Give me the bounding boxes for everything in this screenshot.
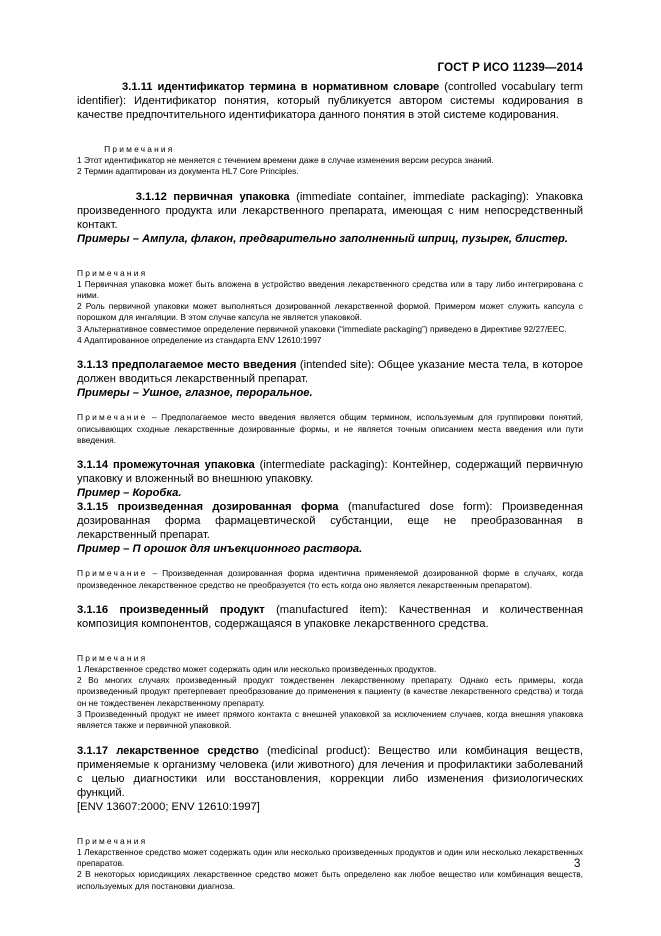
note-item: 3 Произведенный продукт не имеет прямого контакта с внешней упаковкой за исключением случаев, когда внешняя упаковка является также и первичной упаковкой.: [77, 709, 583, 731]
term-definition: (immediate container, immediate packaging): Упаковка произведенного продукта или лекарственного препарата, имеющая с ним непосредственный контакт.: [77, 190, 583, 231]
note-single: [77, 568, 583, 591]
term-3-1-13: [77, 358, 583, 386]
notes-title: Примечания: [77, 835, 148, 846]
term-number: 3.1.16: [77, 603, 109, 616]
term-3-1-17: [77, 744, 583, 800]
term-name: произведенная дозированная форма: [117, 501, 339, 514]
term-number: 3.1.12: [135, 190, 167, 203]
note-label: Примечание: [77, 568, 148, 579]
term-number: 3.1.14: [77, 459, 109, 472]
term-examples: Пример – Коробка.: [77, 487, 182, 500]
term-definition: (manufactured dose form): Произведенная дозированная форма фармацевтической субстанции, еще не преобразованная в лекарственный препарат.: [77, 501, 583, 542]
note-text: – Произведенная дозированная форма идентична применяемой дозированной форме в случаях, когда произведенное лекарственное средство не преобразуется (то есть когда оно является лекарственным препаратом).: [77, 568, 583, 590]
term-definition: (medicinal product): Вещество или комбинация веществ, применяемые к организму человека (или животного) для лечения и профилактики заболеваний с целью диагностики или восстановления, коррекции либо изменения физиологических функций.: [77, 744, 583, 799]
note-text: – Предполагаемое место введения является общим термином, используемым для группировки понятий, описывающих сходные лекарственные дозированные формы, и не является точным описанием места введения или пути введения.: [77, 412, 583, 445]
term-3-1-11: [77, 80, 583, 122]
note-item: 1 Этот идентификатор не меняется с течением времени даже в случае изменения версии ресурса знаний.: [77, 155, 494, 165]
term-3-1-14: [77, 458, 583, 486]
page-number: 3: [574, 858, 581, 870]
term-definition: (manufactured item): Качественная и количественная композиция компонентов, содержащаяся в упаковке лекарственного средства.: [77, 603, 583, 630]
term-number: 3.1.11: [121, 81, 153, 93]
term-3-1-15: [77, 500, 583, 542]
term-name: предполагаемое место введения: [111, 359, 297, 372]
standard-header: ГОСТ Р ИСО 11239—2014: [437, 62, 583, 74]
notes-title: Примечания: [104, 144, 175, 154]
term-definition: (intended site): Общее указание места тела, в которое должен вводиться лекарственный препарат.: [77, 359, 584, 386]
note-item: 2 В некоторых юрисдикциях лекарственное средство может быть определено как любое вещество или комбинация веществ, используемых для постановки диагноза.: [77, 869, 583, 891]
note-item: 3 Альтернативное совместимое определение первичной упаковки (“immediate packaging”) приведено в Директиве 92/27/EEC.: [77, 323, 567, 334]
term-definition: (intermediate packaging): Контейнер, содержащий первичную упаковку и вложенный во внешнюю упаковку.: [77, 459, 583, 486]
term-name: произведенный продукт: [119, 603, 265, 616]
note-item: 2 Роль первичной упаковки может выполняться дозированной лекарственной формой. Примером может служить капсула с порошком для ингаляции. В этом случае капсула не является упаковкой.: [77, 301, 583, 323]
term-examples: Примеры – Ушное, глазное, пероральное.: [77, 387, 313, 400]
term-3-1-12: [77, 190, 583, 232]
notes-title: Примечания: [77, 652, 148, 663]
term-name: лекарственное средство: [116, 744, 259, 757]
note-item: 1 Лекарственное средство может содержать один или несколько произведенных продуктов и один или несколько лекарственных препаратов.: [77, 846, 583, 868]
notes-title: Примечания: [77, 267, 148, 278]
term-number: 3.1.15: [77, 501, 109, 514]
term-examples: Пример – П орошок для инъекционного раствора.: [77, 543, 363, 556]
document-body: [77, 80, 583, 892]
term-name: идентификатор термина в нормативном словаре: [157, 81, 440, 93]
term-number: 3.1.17: [77, 744, 109, 757]
term-reference: [ENV 13607:2000; ENV 12610:1997]: [77, 800, 260, 813]
note-item: 2 Во многих случаях произведенный продукт тождественен лекарственному препарату. Однако есть примеры, когда произведенный продукт претерпевает преобразование до применения к пациенту (в качестве лекарственного средства) и тогда он не тождественен лекарственному препарату.: [77, 675, 583, 708]
term-name: промежуточная упаковка: [112, 459, 255, 472]
term-definition: (controlled vocabulary term identifier): Идентификатор понятия, который публикуется автором системы кодирования в качестве предпочтительного идентификатора данного понятия в этой системе кодирования.: [77, 81, 583, 121]
note-single: [77, 412, 583, 446]
note-item: 4 Адаптированное определение из стандарта ENV 12610:1997: [77, 335, 322, 346]
note-label: Примечание: [77, 412, 148, 423]
term-number: 3.1.13: [77, 359, 109, 372]
term-3-1-16: [77, 603, 583, 631]
note-item: 2 Термин адаптирован из документа HL7 Core Principles.: [77, 166, 299, 177]
term-name: первичная упаковка: [173, 190, 290, 203]
note-item: 1 Первичная упаковка может быть вложена в устройство введения лекарственного средства или в тару либо интегрирована с ними.: [77, 278, 583, 300]
note-item: 1 Лекарственное средство может содержать один или несколько произведенных продуктов.: [77, 663, 437, 674]
term-examples: Примеры – Ампула, флакон, предварительно заполненный шприц, пузырек, блистер.: [77, 232, 568, 245]
